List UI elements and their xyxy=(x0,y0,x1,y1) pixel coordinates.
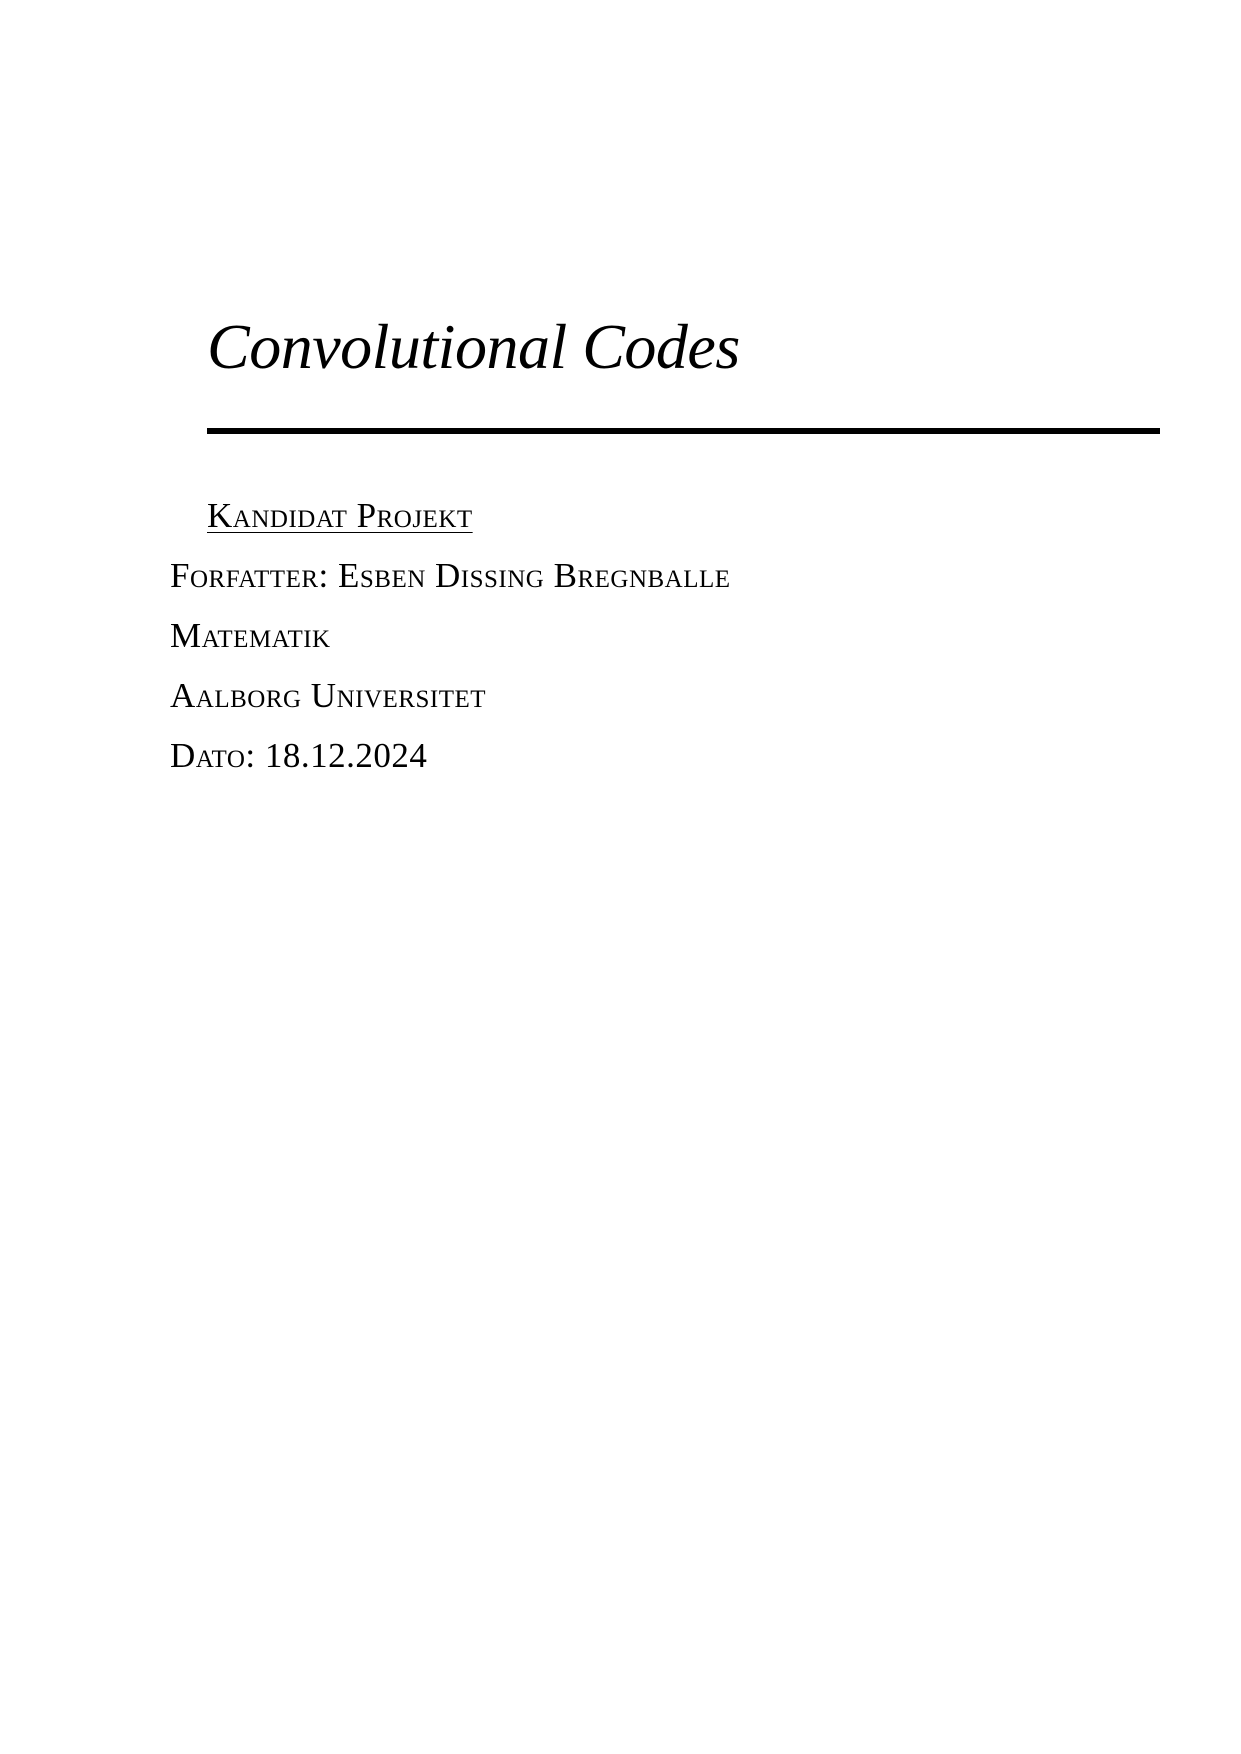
document-title: Convolutional Codes xyxy=(207,311,740,382)
title-rule xyxy=(207,428,1160,434)
university: Aalborg Universitet xyxy=(170,676,487,715)
department: Matematik xyxy=(170,616,331,655)
date-line: Dato: 18.12.2024 xyxy=(170,736,428,775)
project-type: Kandidat Projekt xyxy=(207,496,473,535)
author-line: Forfatter: Esben Dissing Bregnballe xyxy=(170,556,731,595)
